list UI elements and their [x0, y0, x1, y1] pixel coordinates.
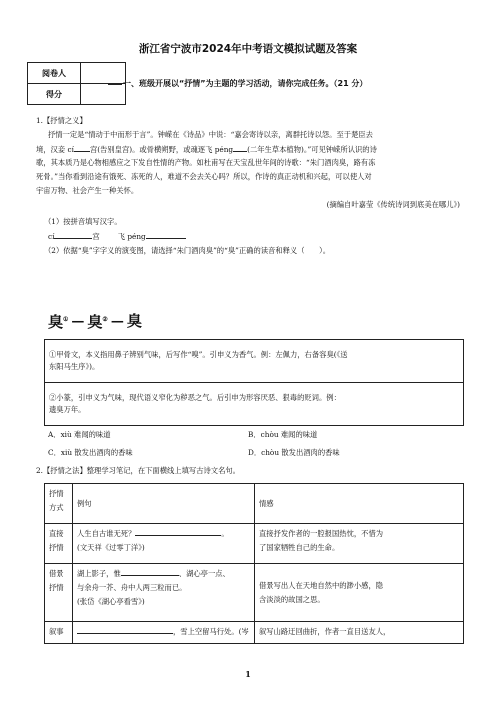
row1-example: 人生自古谁无死？ 。 (文天祥《过零丁洋》) [73, 524, 255, 564]
header-method: 抒情 方式 [45, 484, 73, 524]
row2-emotion: 借景写出人在天地自然中的渺小感，隐 含淡淡的故国之思。 [255, 564, 464, 622]
page-title: 浙江省宁波市2024年中考语文模拟试题及答案 [138, 43, 358, 55]
evolution-dash: — [71, 313, 85, 329]
answer-blank-ci[interactable] [54, 230, 92, 239]
q1-paragraph-line-4: 死骨。”当你看到沿途有饿死、冻死的人，难道不会去关心吗？所以，作诗的真正动机和兴起，可以使人对 [36, 172, 372, 181]
q1-paragraph-line-2: 境，汉妾 cí 宫(告别皇宫)。或骨横朔野，或魂逐飞 péng (二年生草本植物)。”可见钟嵘所认识的诗 [36, 145, 377, 154]
option-b[interactable]: B．chòu 难闻的味道 [248, 430, 318, 439]
row3-example: ，雪上空留马行处。(岑 [73, 622, 255, 644]
q1-sub2: （2）依据“臭”字字义的演变图，请选择“朱门酒肉臭”的“臭”正确的读音和释义（ ）。 [44, 246, 331, 255]
modern-glyph: 臭 [126, 311, 142, 330]
reviewer-cell [81, 63, 126, 84]
answer-blank-peng[interactable] [146, 230, 186, 239]
row1-method: 直接 抒情 [45, 524, 73, 564]
header-emotion: 情感 [255, 484, 464, 524]
q1-paragraph-line-3: 歌，其本质乃是心物相感应之下发自性情的产物。如杜甫写在天宝乱世年间的诗歌：“朱门酒肉臭，路有冻 [36, 158, 376, 167]
q1-sub1: （1）按拼音填写汉字。 [44, 217, 122, 226]
score-label: 得分 [28, 84, 81, 105]
q1-source: (摘编自叶嘉莹《传统诗词到底美在哪儿》) [326, 200, 460, 209]
row1-blank[interactable] [135, 527, 221, 536]
row1-emotion: 直接抒发作者的一腔报国热忱，不惜为 了国家牺牲自己的生命。 [255, 524, 464, 564]
row2-blank[interactable] [121, 567, 179, 576]
score-cell [81, 84, 126, 105]
q1-paragraph-line-5: 宇宙万物、社会产生一种关怀。 [36, 186, 139, 195]
evolution-dash: — [110, 313, 124, 329]
definition-box [44, 339, 464, 426]
section-heading: 一、班级开展以“抒情”为主题的学习活动，请你完成任务。（21 分） [123, 79, 368, 88]
row2-example: 湖上影子，惟 、湖心亭一点、 与余舟一芥、舟中人两三粒而已。 (张岱《湖心亭看雪》) [73, 564, 255, 622]
definition-1: ①甲骨文，本义指用鼻子辨别气味，后写作“嗅”。引申义为香气。例：左佩力，右备容臭(《送 东阳马生序》)。 [45, 340, 464, 383]
header-example: 例句 [73, 484, 255, 524]
row2-method: 借景 抒情 [45, 564, 73, 622]
option-d[interactable]: D．chòu 散发出酒肉的香味 [248, 448, 340, 457]
oracle-bone-glyph: 臭① [48, 313, 69, 331]
row3-method: 叙事 [45, 622, 73, 644]
row3-blank[interactable] [77, 625, 173, 634]
row3-emotion: 叙写山路迂回曲折，作者一直目送友人， [255, 622, 464, 644]
q2-heading: 2.【抒情之法】整理学习笔记，在下面横线上填写古诗文名句。 [36, 466, 240, 475]
q1-paragraph-line-1: 抒情一定是“情动于中而形于言”。钟嵘在《诗品》中说：“嘉会寄诗以亲，离群托诗以怨。至于楚臣去 [48, 130, 373, 139]
blank-peng[interactable] [233, 143, 247, 152]
option-a[interactable]: A．xiù 难闻的味道 [48, 430, 111, 439]
definition-2: ②小篆，引申义为气味，现代语义窄化为秽恶之气。后引申为形容厌恶、狠毒的贬词。例： 遗臭万年。 [45, 383, 464, 426]
blank-ci[interactable] [74, 143, 90, 152]
study-notes-table [44, 483, 464, 644]
reviewer-label: 阅卷人 [28, 63, 81, 84]
section-connector-line [108, 84, 122, 85]
seal-script-glyph: 臭② [87, 313, 108, 331]
character-evolution-diagram [48, 312, 142, 330]
q1-sub1-answers: cí 宫 飞 péng [48, 230, 186, 242]
option-c[interactable]: C．xiù 散发出酒肉的香味 [48, 448, 133, 457]
q1-heading: 1.【抒情之义】 [36, 116, 87, 125]
page-number: 1 [245, 669, 251, 679]
